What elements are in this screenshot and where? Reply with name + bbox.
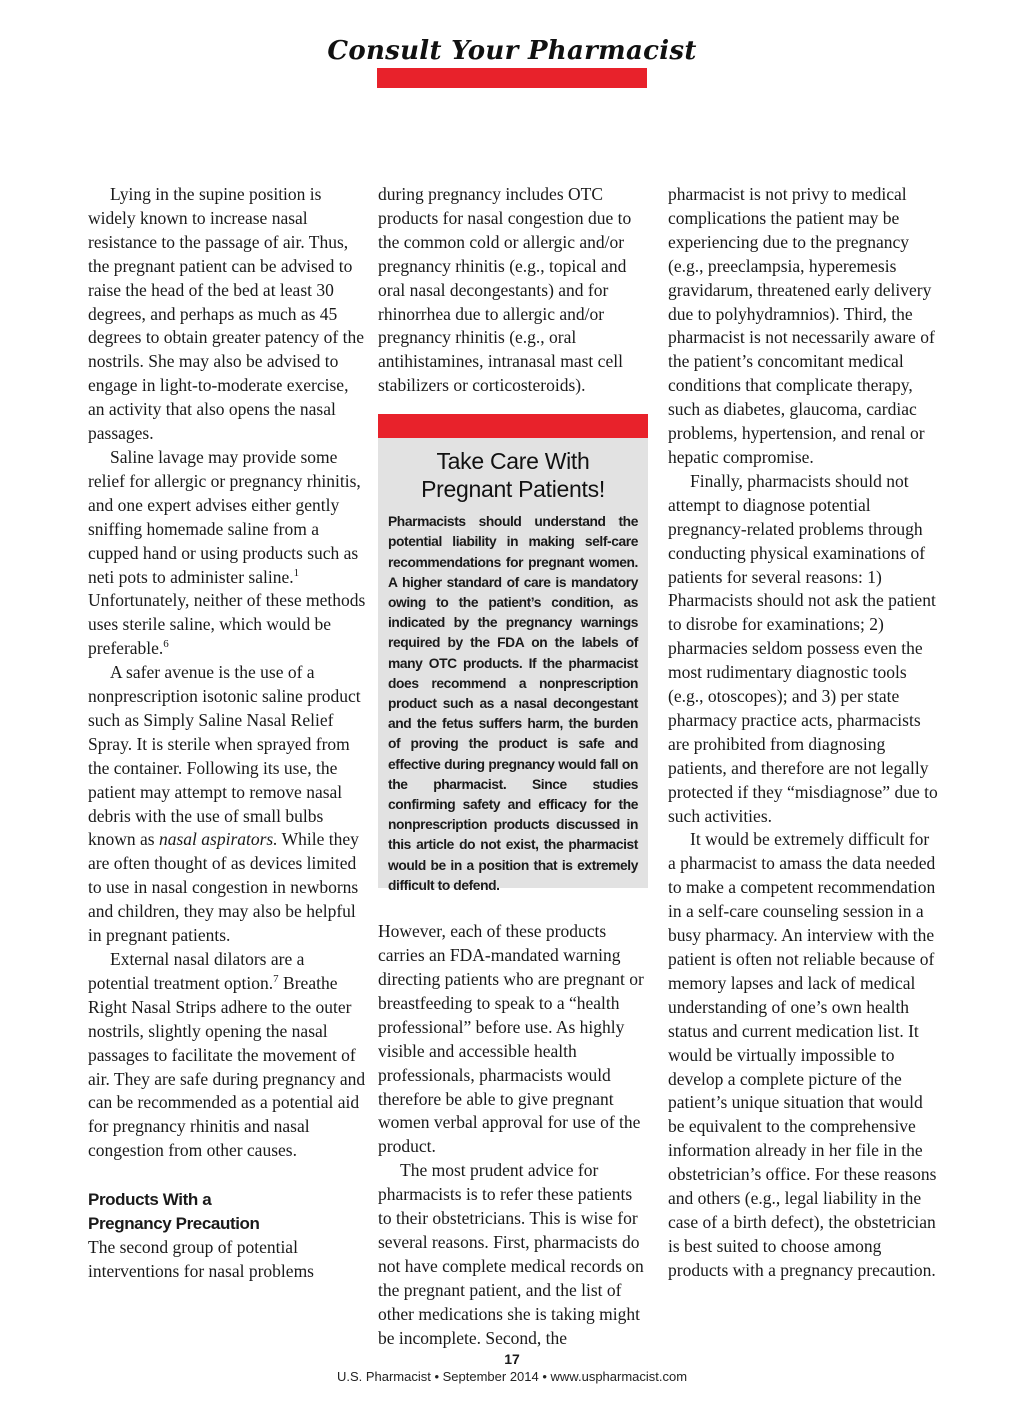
sidebar-title: [378, 447, 648, 503]
subheading-line: Pregnancy Precaution: [88, 1214, 260, 1234]
paragraph: during pregnancy includes OTC products for nasal congestion due to the common cold or allergic and/or pregnancy rhinitis (e.g., topical and oral nasal decongestants) and for rhinorrhea due to allergic and/or pregnancy rhinitis (e.g., oral antihistamines, intranasal mast cell stabilizers or corticosteroids).: [378, 184, 632, 396]
sidebar-accent-bar: [378, 414, 648, 438]
emphasis-term: nasal aspirators.: [158, 829, 278, 850]
reference-number: 7: [273, 973, 279, 986]
paragraph-text: Breathe Right Nasal Strips adhere to the outer nostrils, slightly opening the nasal passages to facilitate the movement of air. They are safe during pregnancy and can be recommended as a potential aid for pregnancy rhinitis and nasal congestion from other causes.: [88, 972, 366, 1161]
paragraph: The most prudent advice for pharmacists is to refer these patients to their obstetricians. This is wise for several reasons. First, pharmacists do not have complete medical records on the pregnant patient, and the list of other medications she is taking might be incomplete. Second, the: [378, 1160, 644, 1348]
column-3: [668, 183, 940, 1283]
column-2: [378, 183, 648, 1350]
paragraph-text: While they are often thought of as devices limited to use in nasal congestion in newborns and children, they may also be helpful in pregnant patients.: [88, 829, 359, 946]
running-header-title: Consult Your Pharmacist: [327, 36, 697, 66]
paragraph: Lying in the supine position is widely known to increase nasal resistance to the passage of air. Thus, the pregnant patient can be advised to raise the head of the bed at least 30 degrees, and perhaps as much as 45 degrees to obtain greater patency of the nostrils. She may also be advised to engage in light-to-moderate exercise, an activity that also opens the nasal passages.: [88, 184, 364, 444]
subheading-line: Products With a: [88, 1190, 212, 1210]
paragraph: [88, 446, 366, 661]
page-number: 17: [504, 1351, 520, 1367]
paragraph-text: Unfortunately, neither of these methods uses sterile saline, which would be preferable.: [88, 590, 366, 659]
sidebar-title-line: Take Care With: [436, 448, 590, 475]
paragraph-text: Saline lavage may provide some relief for allergic or pregnancy rhinitis, and one expert advises either gently sniffing homemade saline from a cupped hand or using products such as neti pots to administer saline.: [88, 446, 361, 587]
paragraph: [88, 948, 366, 1163]
column-1: [88, 183, 366, 1284]
paragraph-text: External nasal dilators are a potential treatment option.: [88, 949, 305, 993]
paragraph: The second group of potential interventions for nasal problems: [88, 1236, 314, 1281]
footer-publication-line: U.S. Pharmacist • September 2014 • www.uspharmacist.com: [336, 1369, 688, 1384]
paragraph: pharmacist is not privy to medical complications the patient may be experiencing due to the pregnancy (e.g., preeclampsia, hyperemesis gravidarum, threatened early delivery due to polyhydramnios). Third, the pharmacist is not necessarily aware of the patient’s concomitant medical conditions that complicate therapy, such as diabetes, glaucoma, cardiac problems, hypertension, and renal or hepatic compromise.: [668, 184, 935, 467]
sidebar-box: [378, 414, 648, 893]
paragraph: It would be extremely difficult for a pharmacist to amass the data needed to make a competent recommendation in a self-care counseling session in a busy pharmacy. An interview with the patient is often not reliable because of memory lapses and lack of medical understanding of one’s own health status and current medication list. It would be virtually impossible to develop a complete picture of the patient’s unique situation that would be equivalent to the comprehensive information already in her file in the obstetrician’s office. For these reasons and others (e.g., legal liability in the case of a birth defect), the obstetrician is best suited to choose among products with a pregnancy precaution.: [668, 829, 937, 1280]
reference-number: 6: [163, 638, 169, 651]
header-accent-bar: [377, 68, 647, 88]
paragraph: However, each of these products carries an FDA-mandated warning directing patients who are pregnant or breastfeeding to speak to a “health professional” before use. As highly visible and accessible health professionals, pharmacists would therefore be able to give pregnant women verbal approval for use of the product.: [378, 921, 644, 1157]
reference-number: 1: [293, 566, 300, 579]
paragraph: Finally, pharmacists should not attempt to diagnose potential pregnancy-related problems through conducting physical examinations of patients for several reasons: 1) Pharmacists should not ask the patient to disrobe for examinations; 2) pharmacies seldom possess even the most rudimentary diagnostic tools (e.g., otoscopes); and 3) per state pharmacy practice acts, pharmacists are prohibited from diagnosing patients, and therefore are not legally protected if they “misdiagnose” due to such activities.: [668, 470, 938, 826]
sidebar-body: Pharmacists should understand the potential liability in making self-care recommendations for pregnant women. A higher standard of care is mandatory owing to the patient’s condition, as indicated by the pregnancy warnings required by the FDA on the labels of many OTC products. If the pharmacist does recommend a nonprescription product such as a nasal decongestant and the fetus suffers harm, the burden of proving the product is safe and effective during pregnancy would fall on the pharmacist. Since studies confirming safety and efficacy for the nonprescription products discussed in this article do not exist, the pharmacist would be in a position that is extremely difficult to defend.: [388, 514, 638, 893]
sidebar-title-line: Pregnant Patients!: [421, 476, 605, 503]
paragraph-text: A safer avenue is the use of a nonprescription isotonic saline product such as Simply Saline Nasal Relief Spray. It is sterile when sprayed from the container. Following its use, the patient may attempt to remove nasal debris with the use of small bulbs known as: [88, 662, 361, 850]
section-subheading: [88, 1188, 366, 1236]
paragraph: [88, 661, 366, 948]
